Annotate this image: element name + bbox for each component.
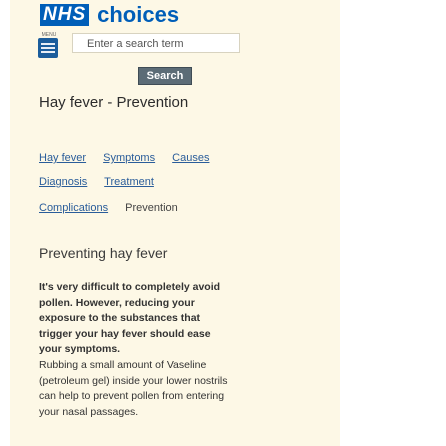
subnav-link-complications[interactable]: Complications [39,202,109,214]
search-input[interactable]: Enter a search term [72,33,240,53]
subnav-link-symptoms[interactable]: Symptoms [103,152,156,164]
section-title: Preventing hay fever [39,245,168,261]
menu-button[interactable] [38,32,60,58]
subnav-link-causes[interactable]: Causes [172,152,210,164]
subnav-row-1 [39,152,223,164]
nhs-choices-logo[interactable] [40,2,179,28]
subnav-link-treatment[interactable]: Treatment [104,176,154,188]
menu-icon [38,38,58,58]
logo-text: choices [97,2,180,27]
body-paragraph: Rubbing a small amount of Vaseline (petroleum gel) inside your lower nostrils can help to prevent pollen from entering your nasal passages. [39,359,228,418]
page-title: Hay fever - Prevention [39,94,189,111]
subnav-current-prevention: Prevention [125,202,178,214]
subnav-row-3 [39,202,192,214]
subnav-row-2 [39,176,168,188]
menu-label: MENU [41,32,57,38]
search-button[interactable]: Search [138,67,192,85]
subnav-link-diagnosis[interactable]: Diagnosis [39,176,88,188]
nhs-logo-box: NHS [40,4,89,26]
subnav-link-hay-fever[interactable]: Hay fever [39,152,87,164]
intro-paragraph: It's very difficult to completely avoid pollen. However, reducing your exposure to the substances that trigger your hay fever should ease your symptoms. [39,281,221,355]
